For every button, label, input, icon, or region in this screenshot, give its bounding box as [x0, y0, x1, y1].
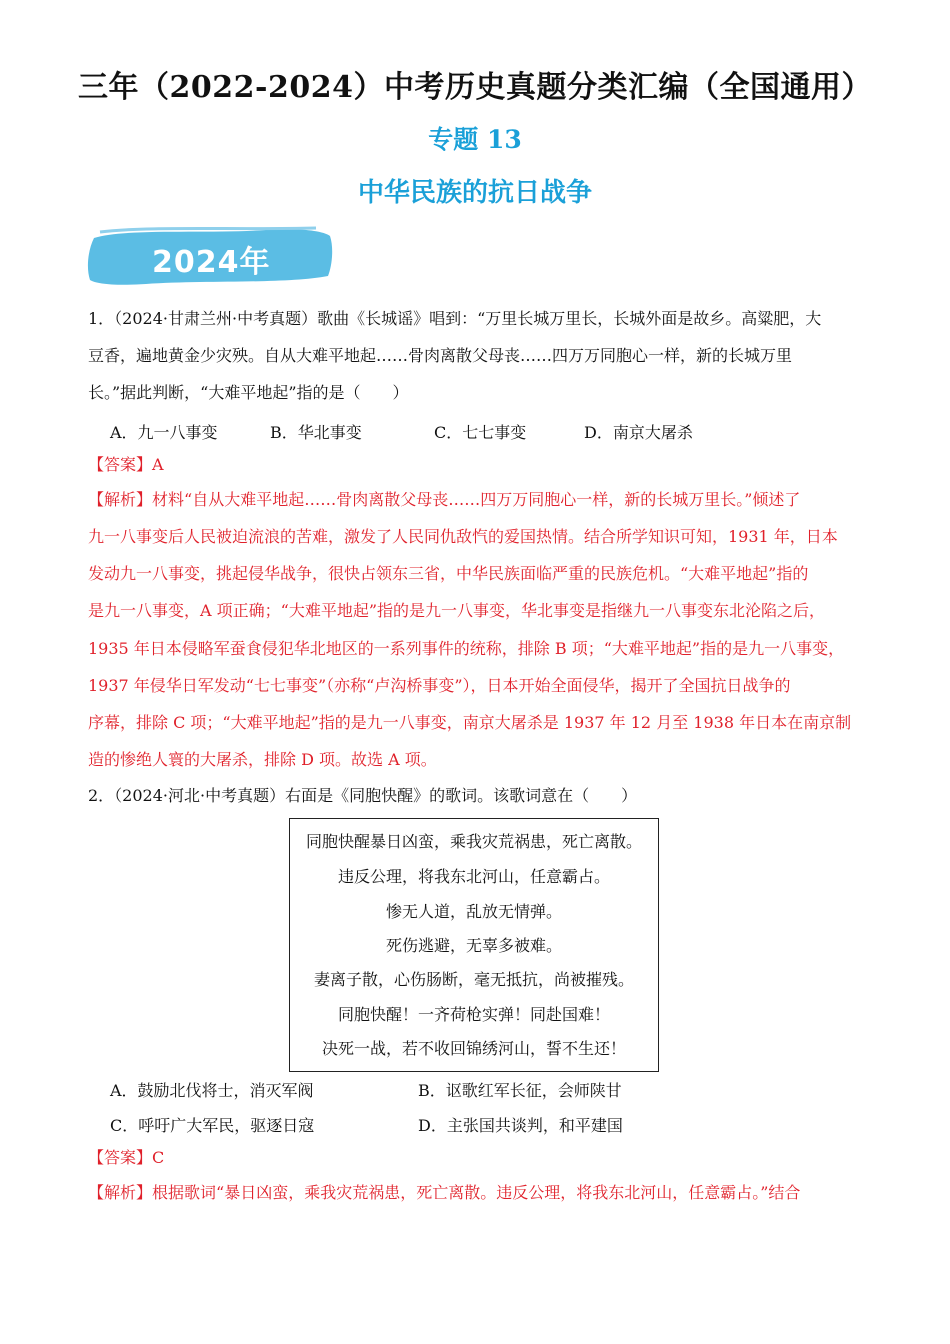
q1-stem-line-1: 1．（2024·甘肃兰州·中考真题）歌曲《长城谣》唱到：“万里长城万里长，长城外面是故乡。高粱肥，大: [88, 309, 822, 328]
lyric-line: 决死一战，若不收回锦绣河山，誓不生还！: [321, 1039, 626, 1058]
topic-name: 中华民族的抗日战争: [357, 178, 592, 208]
page-title: 三年（2022-2024）中考历史真题分类汇编（全国通用）: [78, 70, 872, 105]
q2-option-a: A．鼓励北伐将士，消灭军阀: [110, 1081, 314, 1100]
q1-option-a: A．九一八事变: [110, 423, 218, 442]
q1-option-d: D．南京大屠杀: [584, 423, 693, 442]
topic-number: 专题 13: [428, 125, 522, 154]
q1-analysis-line-6: 1937 年侵华日军发动“七七事变”（亦称“卢沟桥事变”），日本开始全面侵华，揭开了全国抗日战争的: [88, 676, 791, 695]
q2-analysis-line-1: [88, 1183, 800, 1203]
q1-analysis-line-8: 造的惨绝人寰的大屠杀，排除 D 项。故选 A 项。: [88, 750, 437, 769]
q2-option-d: D．主张国共谈判，和平建国: [418, 1116, 623, 1135]
q2-option-b: B．讴歌红军长征，会师陕甘: [418, 1081, 622, 1100]
q1-analysis-line-1: [88, 490, 800, 510]
q1-option-b: B．华北事变: [270, 423, 362, 442]
answer-tag: 【答案】: [88, 1148, 153, 1167]
answer-value: C: [152, 1148, 165, 1167]
lyric-line: 死伤逃避，无辜多被难。: [385, 936, 562, 955]
lyric-line: 同胞快醒！一齐荷枪实弹！同赴国难！: [337, 1005, 610, 1024]
answer-value: A: [152, 455, 164, 474]
analysis-text: 材料“自从大难平地起……骨肉离散父母丧……四万万同胞心一样，新的长城万里长。”倾述了: [152, 490, 801, 509]
analysis-tag: 【解析】: [88, 490, 153, 509]
q1-stem-line-3: 长。”据此判断，“大难平地起”指的是（ ）: [88, 383, 409, 402]
lyric-line: 妻离子散，心伤肠断，毫无抵抗，尚被摧残。: [313, 970, 634, 989]
q1-analysis-line-5: 1935 年日本侵略军蚕食侵犯华北地区的一系列事件的统称，排除 B 项；“大难平地起”指的是九一八事变，: [88, 639, 845, 658]
q1-analysis-line-7: 序幕，排除 C 项；“大难平地起”指的是九一八事变，南京大屠杀是 1937 年 12 月至 1938 年日本在南京制: [88, 713, 852, 732]
q1-option-c: C．七七事变: [434, 423, 527, 442]
lyric-line: 违反公理，将我东北河山，任意霸占。: [337, 867, 610, 886]
lyrics-box: [289, 818, 659, 1072]
analysis-text: 根据歌词“暴日凶蛮，乘我灾荒祸患，死亡离散。违反公理，将我东北河山，任意霸占。”结合: [152, 1183, 801, 1202]
q2-answer: [88, 1148, 164, 1168]
q1-analysis-line-4: 是九一八事变，A 项正确；“大难平地起”指的是九一八事变，华北事变是指继九一八事变东北沦陷之后，: [88, 601, 826, 620]
lyric-line: 惨无人道，乱放无情弹。: [385, 902, 562, 921]
year-badge: [86, 224, 334, 288]
answer-tag: 【答案】: [88, 455, 153, 474]
analysis-tag: 【解析】: [88, 1183, 153, 1202]
q1-stem-line-2: 豆香，遍地黄金少灾殃。自从大难平地起……骨肉离散父母丧……四万万同胞心一样，新的长城万里: [88, 346, 793, 365]
lyric-line: 同胞快醒暴日凶蛮，乘我灾荒祸患，死亡离散。: [305, 832, 642, 851]
q1-analysis-line-3: 发动九一八事变，挑起侵华战争，很快占领东三省，中华民族面临严重的民族危机。“大难平地起”指的: [88, 564, 809, 583]
q2-option-c: C．呼吁广大军民，驱逐日寇: [110, 1116, 315, 1135]
q2-stem: 2．（2024·河北·中考真题）右面是《同胞快醒》的歌词。该歌词意在（ ）: [88, 786, 638, 805]
q1-answer: [88, 455, 164, 475]
q1-analysis-line-2: 九一八事变后人民被迫流浪的苦难，激发了人民同仇敌忾的爱国热情。结合所学知识可知，1931 年，日本: [88, 527, 838, 546]
year-badge-label: 2024年: [152, 245, 271, 280]
